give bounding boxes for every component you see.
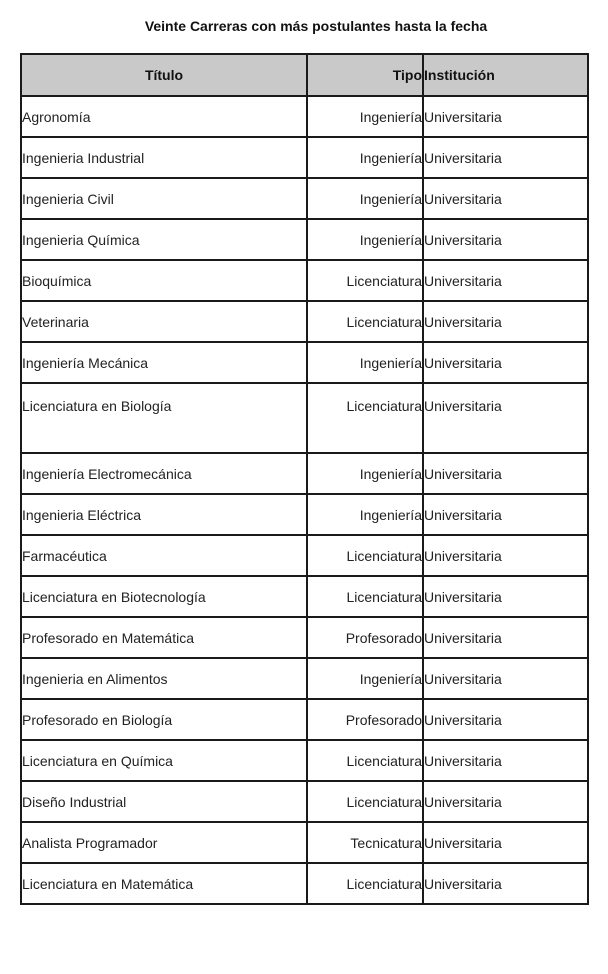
cell-tipo: Profesorado [307,699,423,740]
cell-titulo: Diseño Industrial [21,781,307,822]
table-row [21,219,588,260]
cell-tipo: Licenciatura [307,740,423,781]
cell-tipo: Licenciatura [307,301,423,342]
cell-titulo: Analista Programador [21,822,307,863]
cell-titulo: Licenciatura en Matemática [21,863,307,904]
cell-titulo: Licenciatura en Biotecnología [21,576,307,617]
table-row [21,822,588,863]
cell-institucion: Universitaria [423,260,588,301]
careers-table [20,53,589,905]
cell-titulo: Veterinaria [21,301,307,342]
table-row [21,178,588,219]
cell-tipo: Ingeniería [307,453,423,494]
cell-titulo: Profesorado en Matemática [21,617,307,658]
cell-institucion: Universitaria [423,96,588,137]
cell-titulo: Ingenieria Eléctrica [21,494,307,535]
table-row [21,96,588,137]
column-header-tipo: Tipo [307,54,423,96]
table-row [21,301,588,342]
cell-institucion: Universitaria [423,535,588,576]
cell-tipo: Ingeniería [307,494,423,535]
cell-titulo: Licenciatura en Biología [21,383,307,453]
cell-institucion: Universitaria [423,453,588,494]
cell-tipo: Ingeniería [307,658,423,699]
cell-titulo: Ingenieria en Alimentos [21,658,307,699]
cell-tipo: Ingeniería [307,96,423,137]
table-row [21,342,588,383]
table-header-row [21,54,588,96]
cell-institucion: Universitaria [423,740,588,781]
column-header-institucion: Institución [423,54,588,96]
table-row [21,535,588,576]
cell-tipo: Ingeniería [307,137,423,178]
table-row [21,576,588,617]
cell-tipo: Licenciatura [307,863,423,904]
cell-tipo: Ingeniería [307,342,423,383]
cell-tipo: Licenciatura [307,576,423,617]
table-row [21,863,588,904]
table-row [21,617,588,658]
cell-titulo: Profesorado en Biología [21,699,307,740]
cell-institucion: Universitaria [423,576,588,617]
cell-titulo: Ingeniería Mecánica [21,342,307,383]
cell-institucion: Universitaria [423,383,588,453]
cell-institucion: Universitaria [423,781,588,822]
cell-institucion: Universitaria [423,342,588,383]
cell-institucion: Universitaria [423,658,588,699]
table-row [21,699,588,740]
cell-titulo: Bioquímica [21,260,307,301]
cell-institucion: Universitaria [423,494,588,535]
cell-tipo: Licenciatura [307,383,423,453]
cell-tipo: Profesorado [307,617,423,658]
table-row [21,740,588,781]
table-row [21,781,588,822]
cell-institucion: Universitaria [423,137,588,178]
cell-titulo: Licenciatura en Química [21,740,307,781]
cell-titulo: Ingenieria Industrial [21,137,307,178]
cell-tipo: Licenciatura [307,260,423,301]
table-row [21,494,588,535]
cell-titulo: Ingeniería Electromecánica [21,453,307,494]
cell-titulo: Farmacéutica [21,535,307,576]
cell-institucion: Universitaria [423,863,588,904]
cell-institucion: Universitaria [423,699,588,740]
cell-institucion: Universitaria [423,178,588,219]
table-row [21,260,588,301]
cell-tipo: Ingeniería [307,219,423,260]
cell-tipo: Ingeniería [307,178,423,219]
table-row [21,137,588,178]
page-title: Veinte Carreras con más postulantes hasta la fecha [144,18,488,34]
cell-titulo: Ingenieria Civil [21,178,307,219]
table-row [21,453,588,494]
table-body [21,96,588,904]
cell-institucion: Universitaria [423,219,588,260]
cell-institucion: Universitaria [423,301,588,342]
cell-institucion: Universitaria [423,617,588,658]
cell-tipo: Licenciatura [307,781,423,822]
cell-tipo: Tecnicatura [307,822,423,863]
cell-institucion: Universitaria [423,822,588,863]
cell-titulo: Ingenieria Química [21,219,307,260]
cell-titulo: Agronomía [21,96,307,137]
column-header-titulo: Título [21,54,307,96]
cell-tipo: Licenciatura [307,535,423,576]
table-row [21,383,588,453]
table-row [21,658,588,699]
